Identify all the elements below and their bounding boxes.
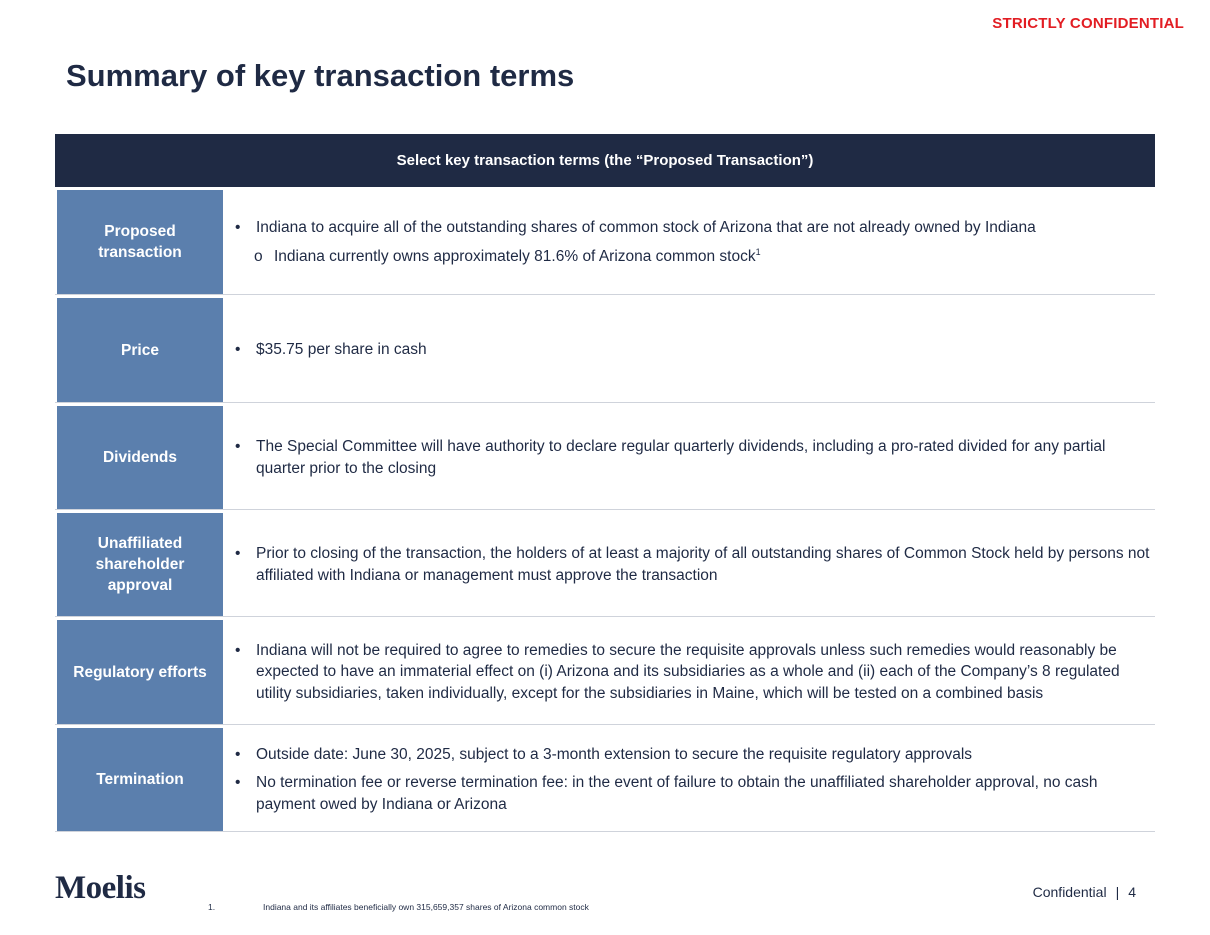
row-label-proposed-transaction: Proposed transaction [57, 190, 223, 294]
sub-bullet-item [235, 246, 1151, 268]
row-content [223, 513, 1155, 616]
table-row [55, 513, 1155, 617]
table-row [55, 298, 1155, 403]
bullet-item: • Indiana will not be required to agree to remedies to secure the requisite approvals unless such remedies would reasonably be expected to have an immaterial effect on (i) Arizona and its subsidiaries as a whole and (ii) each of the Company’s 8 regulated utility subsidiaries, taken individually, except for the subsidiaries in Maine, which will be tested on a combined basis [235, 640, 1151, 705]
row-label-unaffiliated-shareholder-approval: Unaffiliated shareholder approval [57, 513, 223, 616]
footnote [208, 902, 589, 912]
footnote-reference: 1 [755, 246, 761, 257]
table-row [55, 190, 1155, 295]
bullet-item: • No termination fee or reverse termination fee: in the event of failure to obtain the unaffiliated shareholder approval, no cash payment owed by Indiana or Arizona [235, 772, 1151, 815]
table-row [55, 728, 1155, 832]
page-title: Summary of key transaction terms [66, 58, 575, 93]
row-content [223, 728, 1155, 831]
row-content [223, 298, 1155, 402]
transaction-terms-table [55, 134, 1155, 832]
row-content [223, 406, 1155, 509]
row-content [223, 620, 1155, 724]
row-label-regulatory-efforts: Regulatory efforts [57, 620, 223, 724]
page-number: 4 [1128, 884, 1136, 900]
footer-separator: | [1115, 884, 1120, 900]
table-header: Select key transaction terms (the “Proposed Transaction”) [55, 134, 1155, 187]
moelis-logo: Moelis [55, 870, 146, 906]
bullet-item: • Outside date: June 30, 2025, subject to a 3-month extension to secure the requisite regulatory approvals [235, 744, 1151, 766]
table-row [55, 620, 1155, 725]
sub-bullet-text: Indiana currently owns approximately 81.6% of Arizona common stock [274, 248, 756, 265]
row-label-dividends: Dividends [57, 406, 223, 509]
bullet-item: • Indiana to acquire all of the outstanding shares of common stock of Arizona that are not already owned by Indiana [235, 217, 1151, 239]
page-footer [1033, 884, 1136, 900]
table-row [55, 406, 1155, 510]
row-label-termination: Termination [57, 728, 223, 831]
row-label-price: Price [57, 298, 223, 402]
bullet-item: • Prior to closing of the transaction, the holders of at least a majority of all outstanding shares of Common Stock held by persons not affiliated with Indiana or management must approve the transaction [235, 543, 1151, 586]
bullet-item: • $35.75 per share in cash [235, 339, 1151, 361]
row-content [223, 190, 1155, 294]
footnote-text: Indiana and its affiliates beneficially own 315,659,357 shares of Arizona common stock [263, 902, 589, 912]
confidentiality-tag: STRICTLY CONFIDENTIAL [992, 15, 1184, 32]
footnote-number: 1. [208, 902, 216, 912]
bullet-item: • The Special Committee will have authority to declare regular quarterly dividends, including a pro-rated divided for any partial quarter prior to the closing [235, 436, 1151, 479]
footer-confidential-label: Confidential [1032, 884, 1107, 900]
